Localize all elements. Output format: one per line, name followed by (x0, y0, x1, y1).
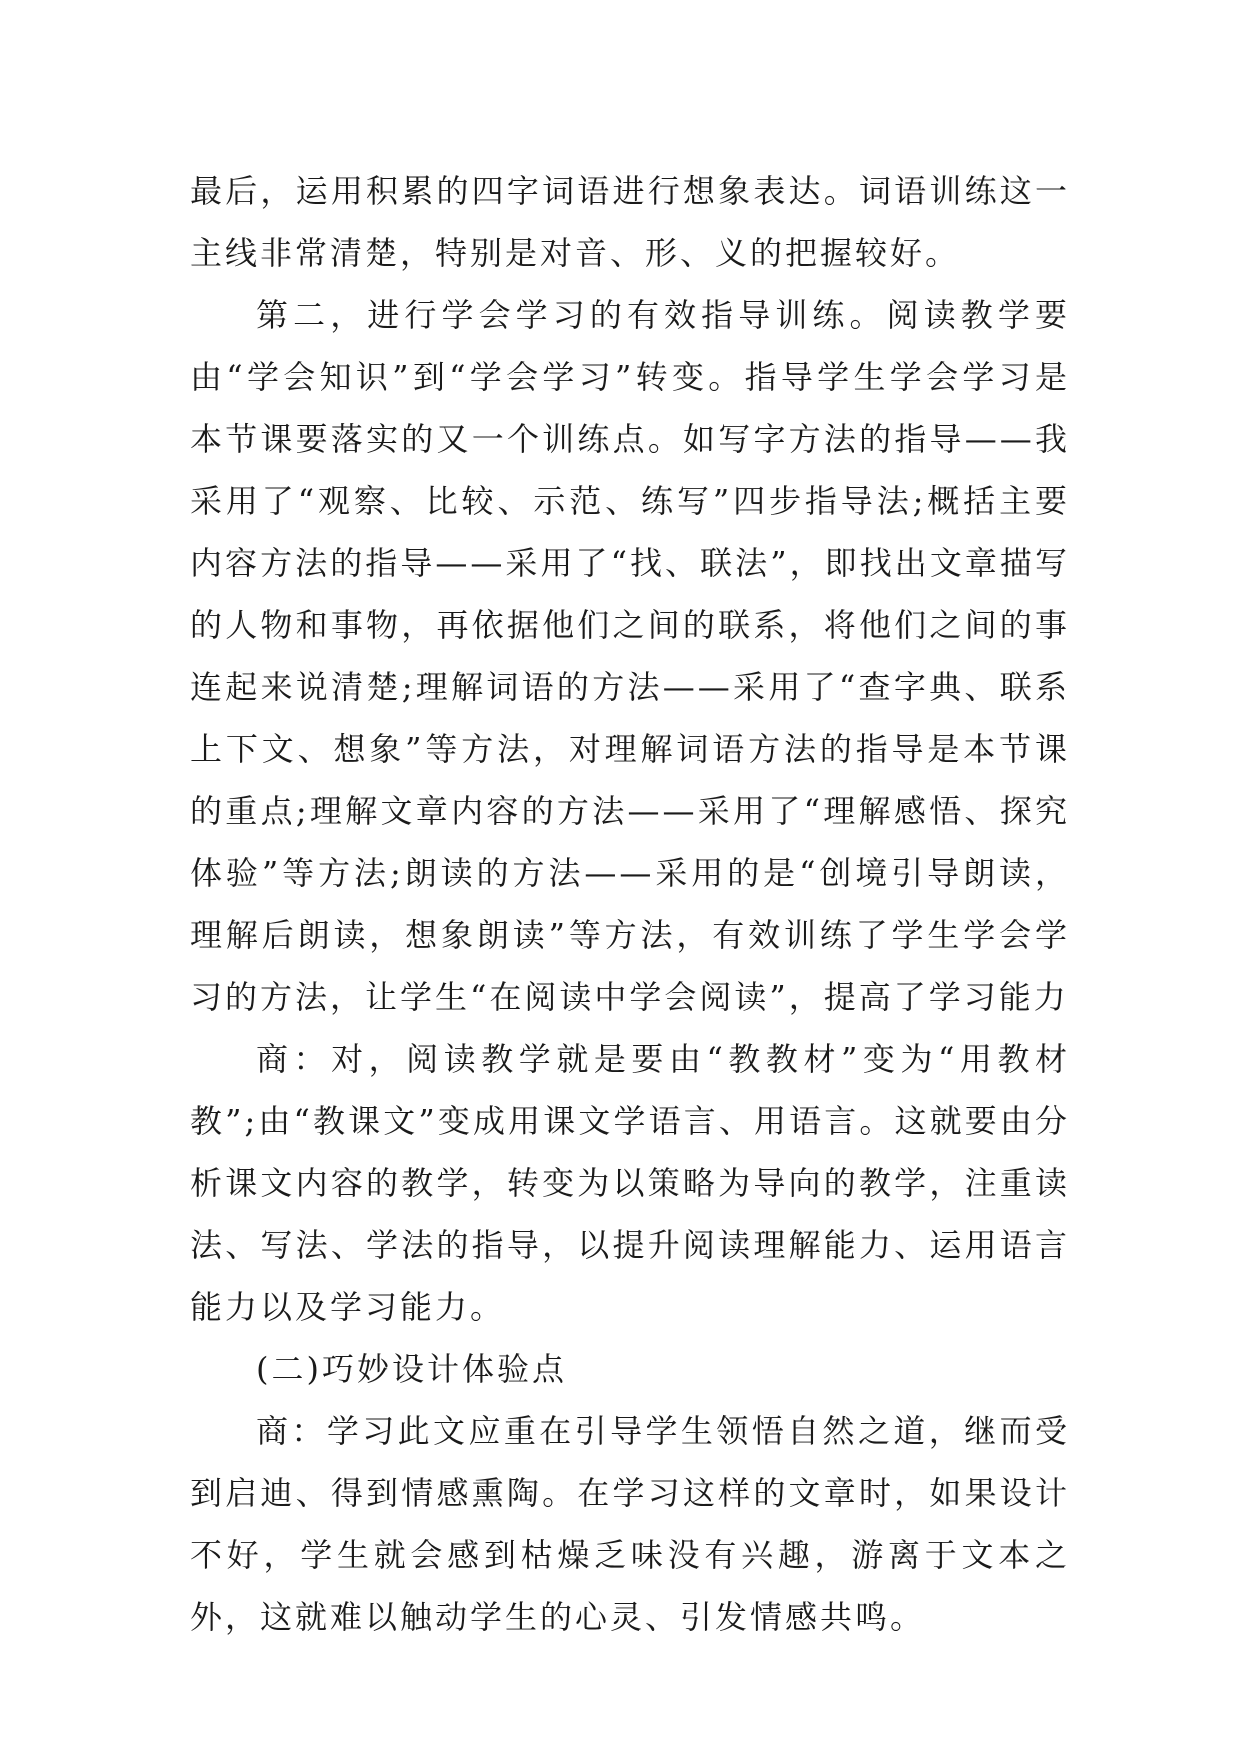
paragraph-4: 商：学习此文应重在引导学生领悟自然之道，继而受到启迪、得到情感熏陶。在学习这样的文章时，如果设计不好，学生就会感到枯燥乏味没有兴趣，游离于文本之外，这就难以触动学生的心灵、引发情感共鸣。 (190, 1412, 1070, 1636)
paragraph-1: 最后，运用积累的四字词语进行想象表达。词语训练这一主线非常清楚，特别是对音、形、义的把握较好。 (190, 172, 1070, 272)
section-heading: (二)巧妙设计体验点 (256, 1350, 567, 1388)
paragraph-3: 商：对，阅读教学就是要由“教教材”变为“用教材教”;由“教课文”变成用课文学语言、用语言。这就要由分析课文内容的教学，转变为以策略为导向的教学，注重读法、写法、学法的指导，以提升阅读理解能力、运用语言能力以及学习能力。 (190, 1040, 1070, 1326)
paragraph-2: 第二，进行学会学习的有效指导训练。阅读教学要由“学会知识”到“学会学习”转变。指导学生学会学习是本节课要落实的又一个训练点。如写字方法的指导——我采用了“观察、比较、示范、练写”四步指导法;概括主要内容方法的指导——采用了“找、联法”，即找出文章描写的人物和事物，再依据他们之间的联系，将他们之间的事连起来说清楚;理解词语的方法——采用了“查字典、联系上下文、想象”等方法，对理解词语方法的指导是本节课的重点;理解文章内容的方法——采用了“理解感悟、探究体验”等方法;朗读的方法——采用的是“创境引导朗读，理解后朗读，想象朗读”等方法，有效训练了学生学会学习的方法，让学生“在阅读中学会阅读”，提高了学习能力 (190, 296, 1070, 1016)
document-body (190, 160, 1070, 1648)
